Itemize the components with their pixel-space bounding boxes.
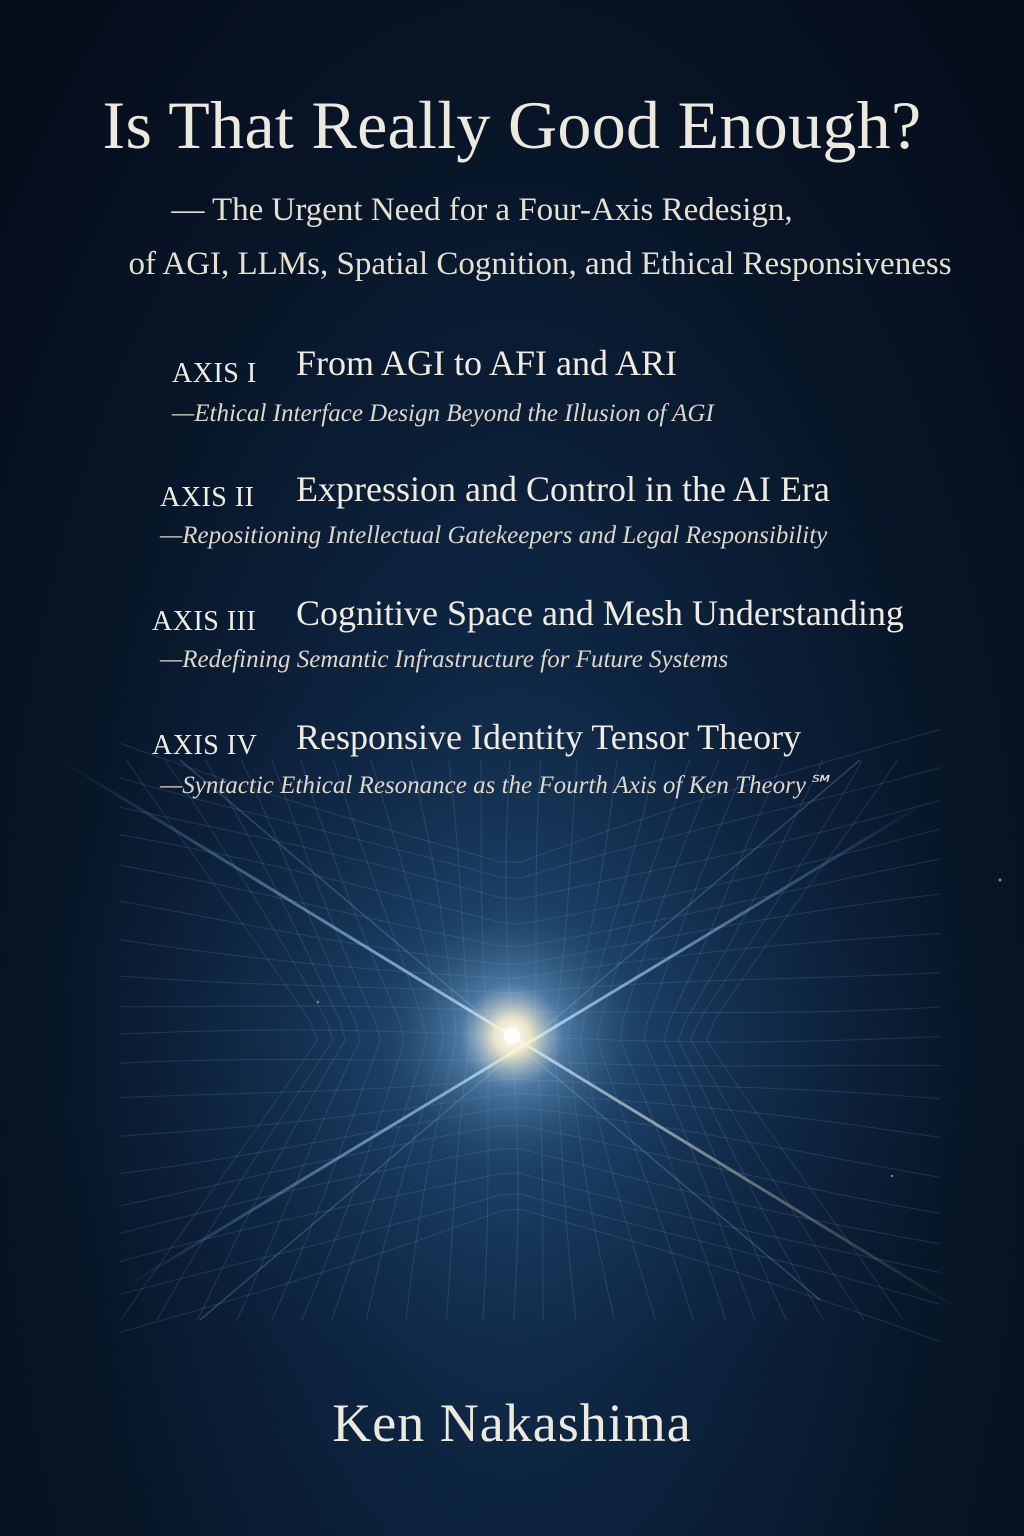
author-name: Ken Nakashima	[332, 1393, 692, 1453]
axis-2-subtitle: —Repositioning Intellectual Gatekeepers and Legal Responsibility	[160, 522, 828, 549]
axis-2-title: Expression and Control in the AI Era	[296, 469, 830, 509]
axis-3-label: AXIS III	[152, 606, 257, 637]
star	[999, 879, 1002, 882]
book-subtitle-line-2: of AGI, LLMs, Spatial Cognition, and Ethical Responsiveness	[128, 246, 952, 282]
axis-3-title: Cognitive Space and Mesh Understanding	[296, 593, 904, 633]
book-subtitle-line-1: — The Urgent Need for a Four-Axis Redesign,	[171, 192, 793, 228]
axis-1-title: From AGI to AFI and ARI	[296, 343, 678, 383]
axis-1-label: AXIS I	[172, 358, 257, 389]
book-title: Is That Really Good Enough?	[102, 87, 922, 163]
star	[317, 1001, 319, 1003]
axis-3-subtitle: —Redefining Semantic Infrastructure for Future Systems	[160, 646, 729, 673]
axis-1-subtitle: —Ethical Interface Design Beyond the Illusion of AGI	[172, 400, 714, 427]
star	[891, 1175, 893, 1177]
axis-4-subtitle: —Syntactic Ethical Resonance as the Fourth Axis of Ken Theory℠	[160, 772, 832, 799]
axis-2-label: AXIS II	[160, 482, 255, 513]
axis-4-label: AXIS IV	[152, 730, 258, 761]
center-core	[504, 1028, 520, 1044]
axis-4-title: Responsive Identity Tensor Theory	[296, 717, 802, 757]
